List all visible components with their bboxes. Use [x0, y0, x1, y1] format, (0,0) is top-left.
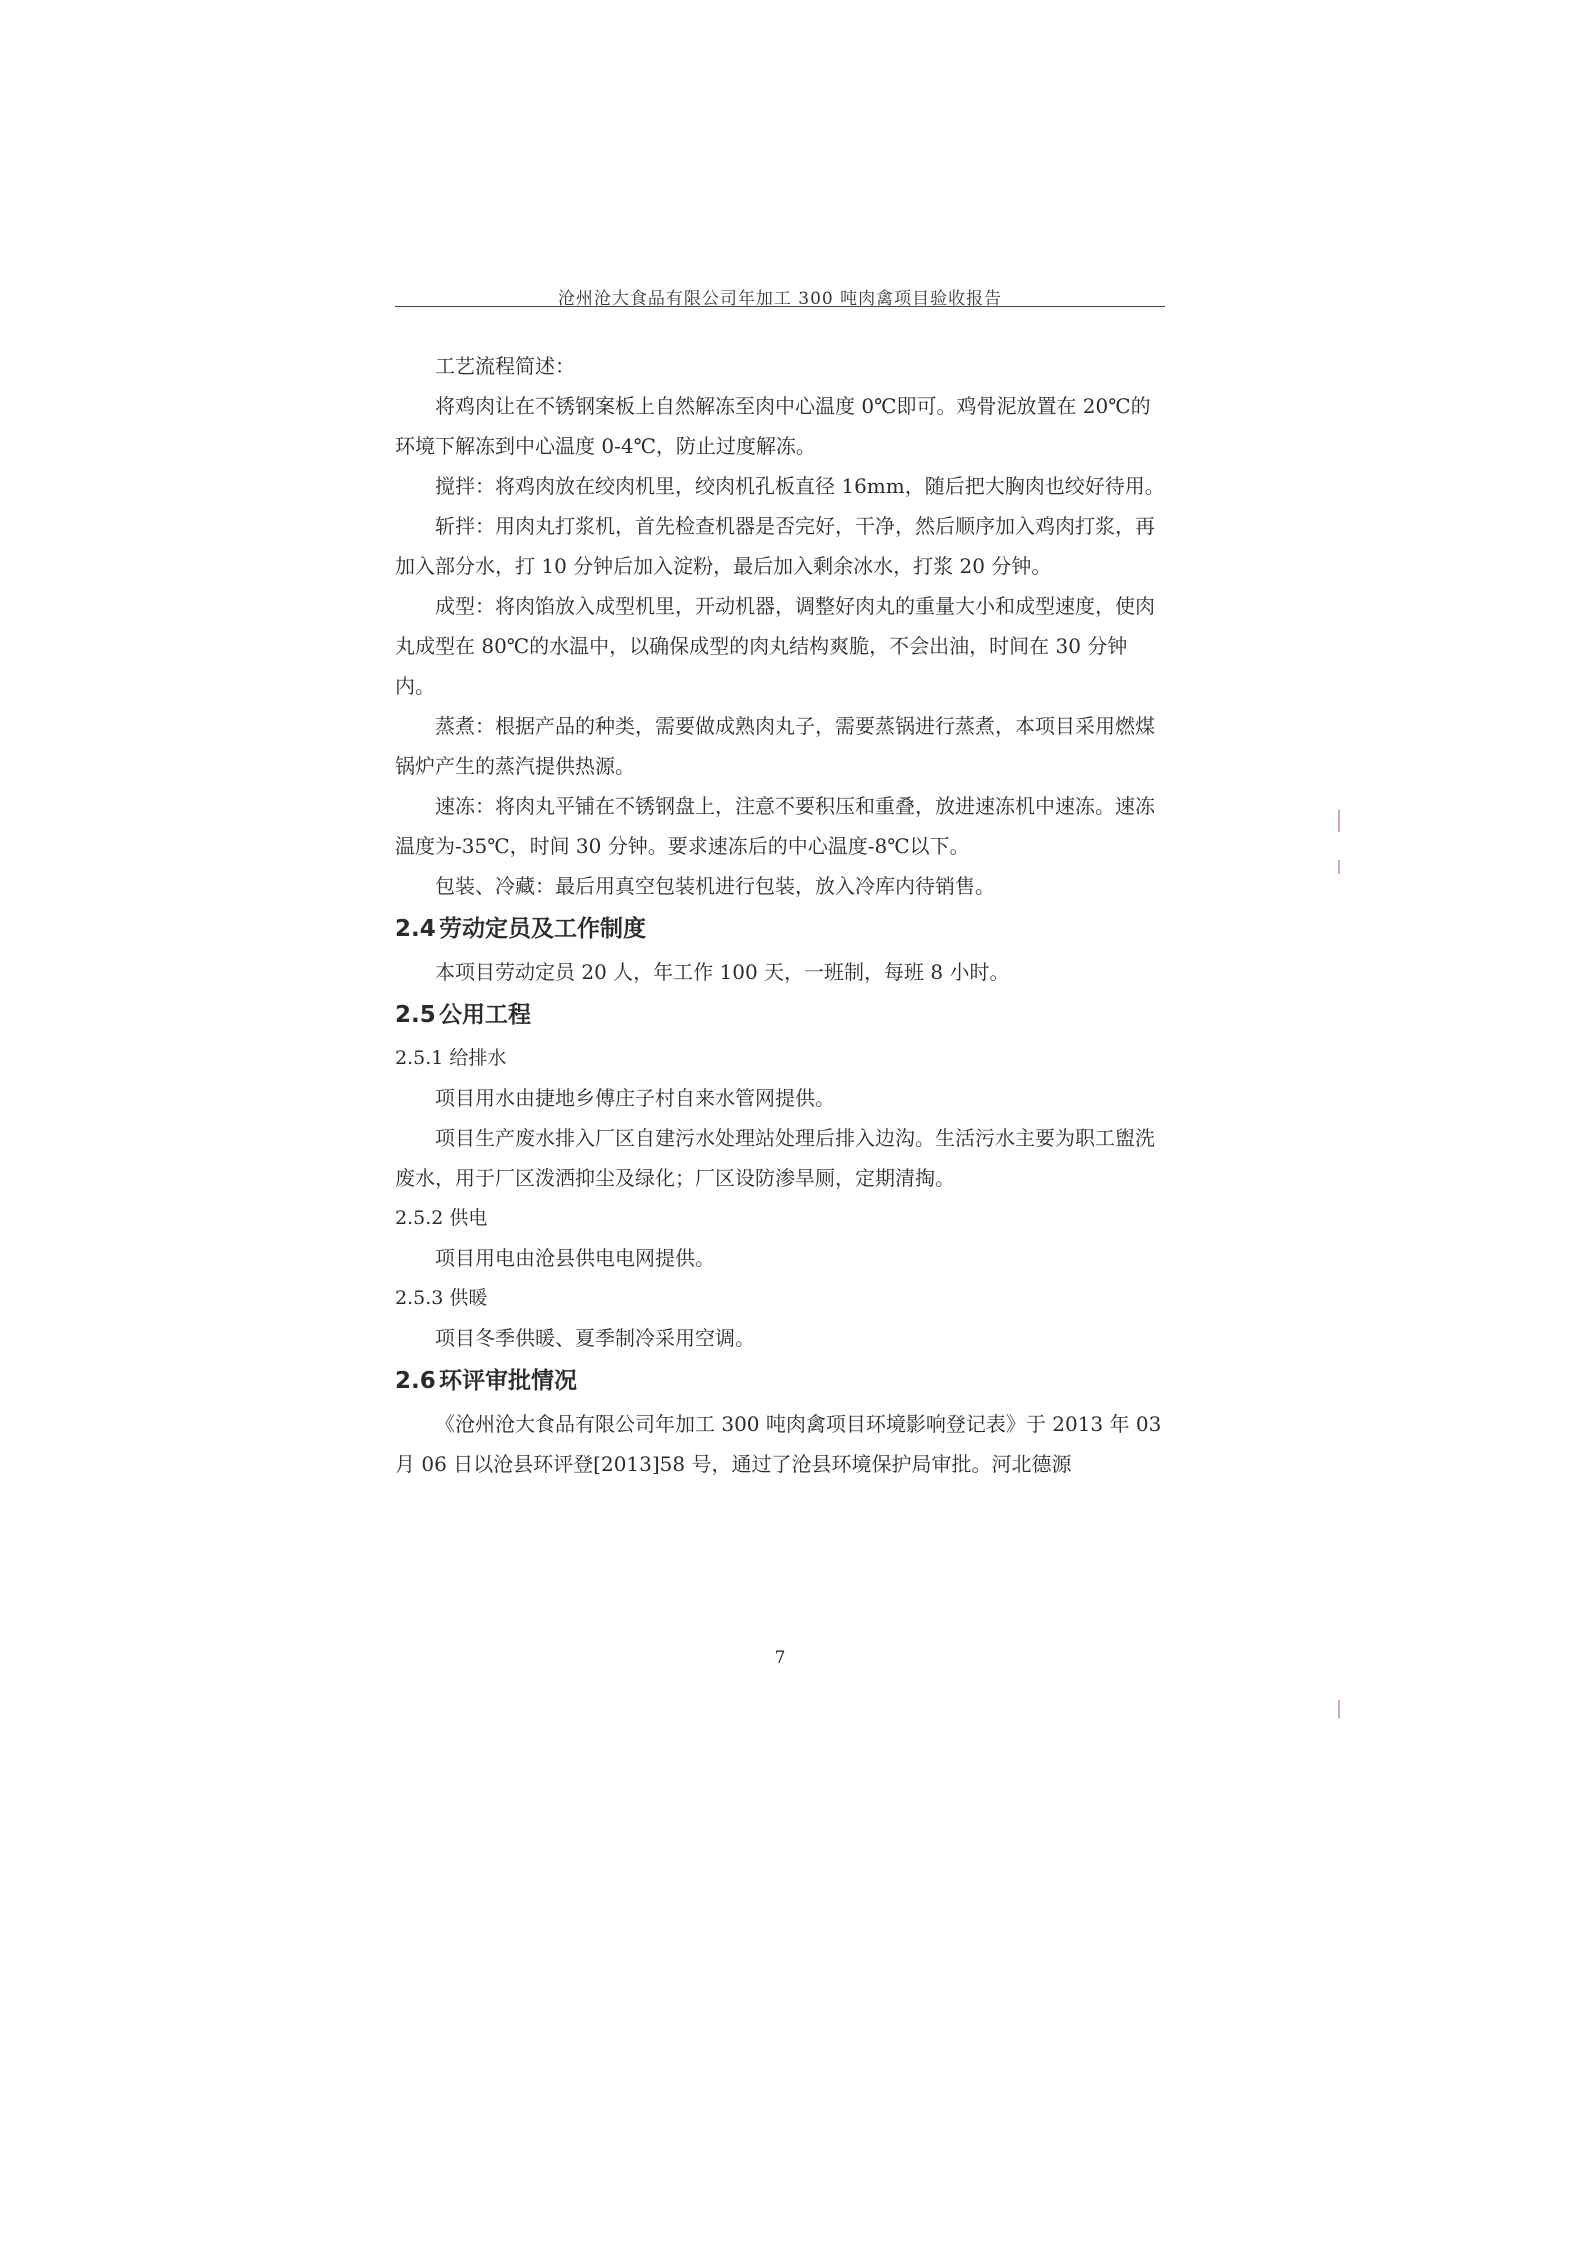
freezing-paragraph: 速冻：将肉丸平铺在不锈钢盘上，注意不要积压和重叠，放进速冻机中速冻。速冻温度为-35℃，时间 30 分钟。要求速冻后的中心温度-8℃以下。	[395, 794, 1155, 858]
chopping-paragraph: 斩拌：用肉丸打浆机，首先检查机器是否完好，干净，然后顺序加入鸡肉打浆，再加入部分水，打 10 分钟后加入淀粉，最后加入剩余冰水，打浆 20 分钟。	[395, 514, 1155, 578]
thawing-paragraph: 将鸡肉让在不锈钢案板上自然解冻至肉中心温度 0℃即可。鸡骨泥放置在 20℃的环境下解冻到中心温度 0-4℃，防止过度解冻。	[395, 394, 1151, 458]
eia-approval-paragraph: 《沧州沧大食品有限公司年加工 300 吨肉禽项目环境影响登记表》于 2013 年 03 月 06 日以沧县环评登[2013]58 号，通过了沧县环境保护局审批。河北德源	[395, 1412, 1162, 1476]
scan-edge-mark	[1338, 1700, 1340, 1718]
section-title: 环评审批情况	[439, 1368, 577, 1394]
subsection-2-5-3-heading: 2.5.3 供暖	[395, 1287, 488, 1309]
section-title: 劳动定员及工作制度	[439, 916, 646, 942]
subsection-2-5-1-heading: 2.5.1 给排水	[395, 1047, 507, 1069]
mixing-paragraph: 搅拌：将鸡肉放在绞肉机里，绞肉机孔板直径 16mm，随后把大胸肉也绞好待用。	[435, 474, 1165, 498]
section-2-4-heading	[395, 906, 1165, 952]
packaging-paragraph: 包装、冷藏：最后用真空包装机进行包装，放入冷库内待销售。	[435, 874, 995, 898]
page-header: 沧州沧大食品有限公司年加工 300 吨肉禽项目验收报告	[557, 289, 1003, 309]
section-2-5-heading	[395, 992, 1165, 1038]
staffing-paragraph: 本项目劳动定员 20 人，年工作 100 天，一班制，每班 8 小时。	[435, 960, 1010, 984]
section-number: 2.6	[395, 1368, 436, 1394]
section-number: 2.5	[395, 1002, 436, 1028]
section-title: 公用工程	[439, 1002, 531, 1028]
section-number: 2.4	[395, 916, 436, 942]
scan-edge-mark	[1338, 860, 1340, 874]
steaming-paragraph: 蒸煮：根据产品的种类，需要做成熟肉丸子，需要蒸锅进行蒸煮，本项目采用燃煤锅炉产生的蒸汽提供热源。	[395, 714, 1155, 778]
process-intro: 工艺流程简述：	[435, 354, 575, 378]
power-supply-paragraph: 项目用电由沧县供电电网提供。	[435, 1246, 715, 1270]
document-body	[395, 346, 1165, 1484]
page-number: 7	[774, 1648, 786, 1668]
water-supply-paragraph: 项目用水由捷地乡傅庄子村自来水管网提供。	[435, 1086, 835, 1110]
header-rule	[395, 306, 1165, 307]
subsection-2-5-2-heading: 2.5.2 供电	[395, 1207, 488, 1229]
drainage-paragraph: 项目生产废水排入厂区自建污水处理站处理后排入边沟。生活污水主要为职工盥洗废水，用于厂区泼洒抑尘及绿化；厂区设防渗旱厕，定期清掏。	[395, 1126, 1155, 1190]
scan-edge-mark	[1338, 810, 1340, 832]
section-2-6-heading	[395, 1358, 1165, 1404]
heating-paragraph: 项目冬季供暖、夏季制冷采用空调。	[435, 1326, 755, 1350]
forming-paragraph: 成型：将肉馅放入成型机里，开动机器，调整好肉丸的重量大小和成型速度，使肉丸成型在 80℃的水温中，以确保成型的肉丸结构爽脆，不会出油，时间在 30 分钟内。	[395, 594, 1155, 698]
